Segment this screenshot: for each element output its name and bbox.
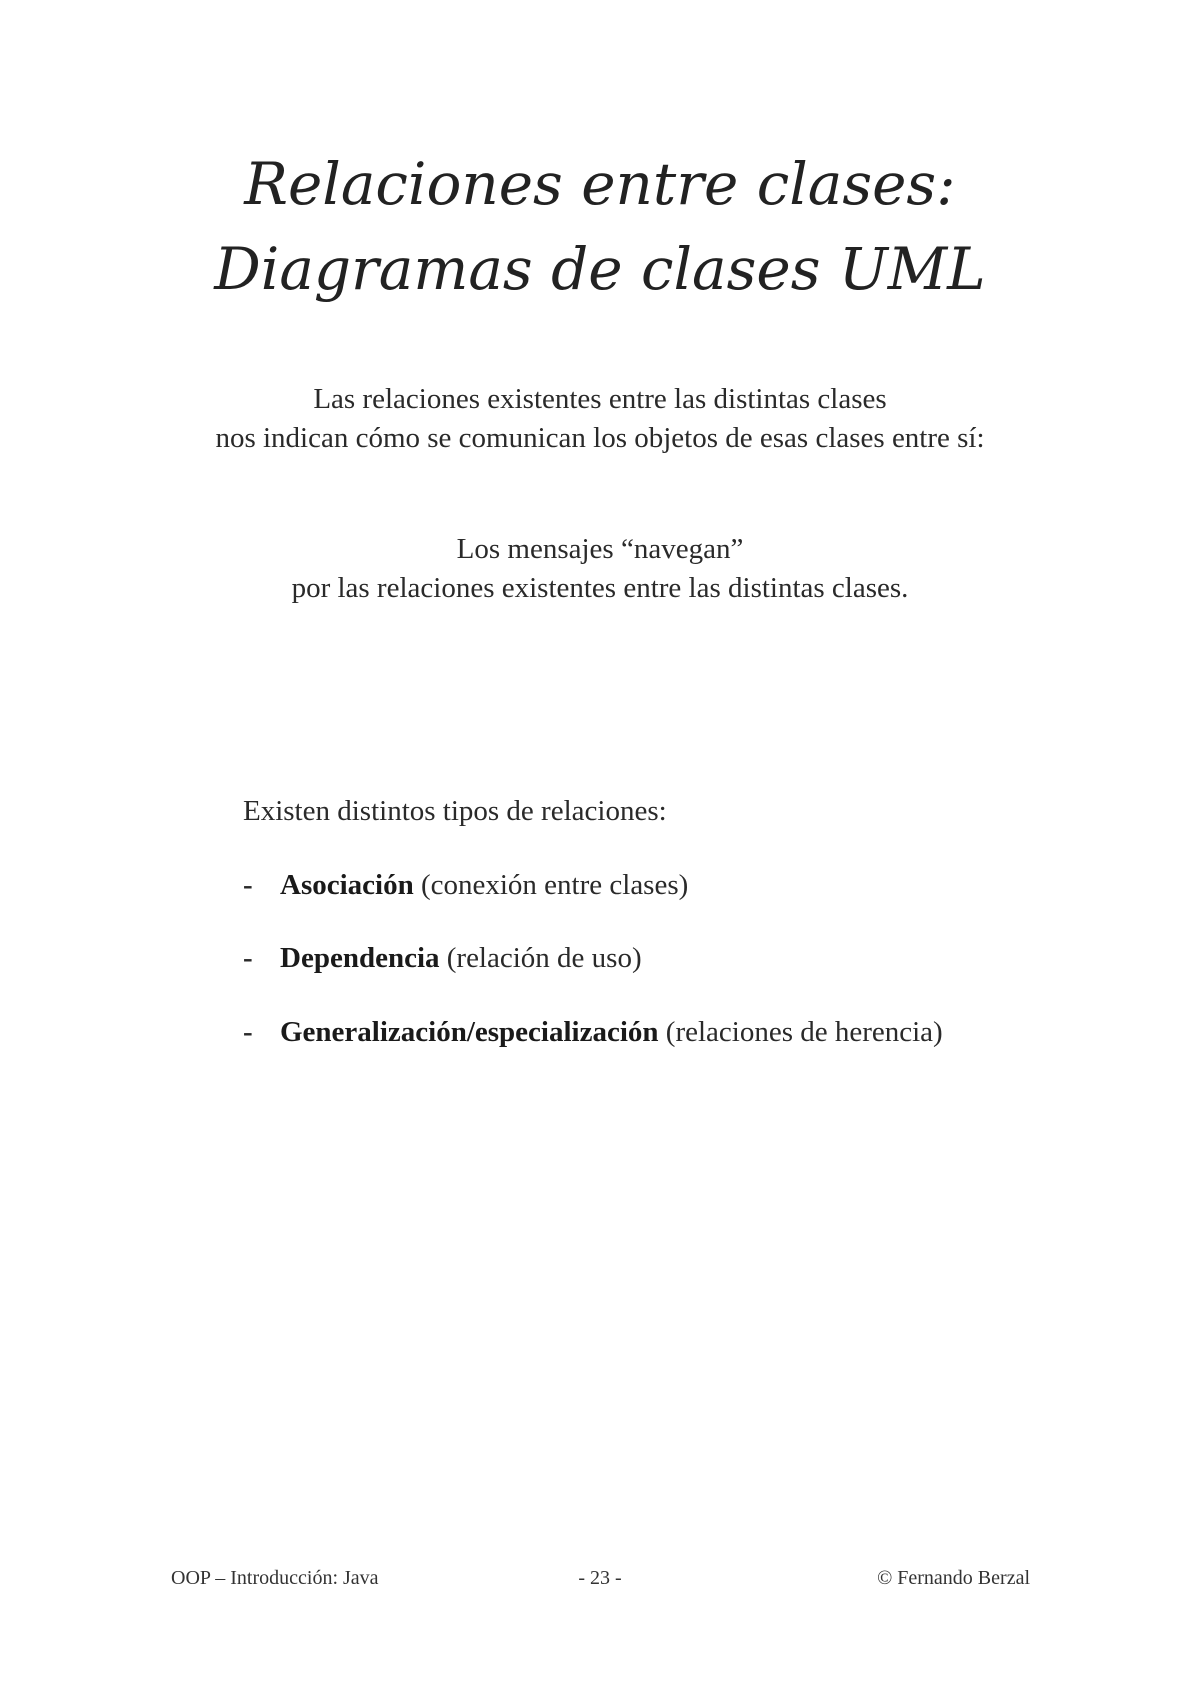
relation-type-term: Dependencia	[280, 942, 440, 974]
page-title-line-1: Relaciones entre clases:	[244, 150, 956, 218]
messages-text-line-2: por las relaciones existentes entre las distintas clases.	[291, 572, 909, 604]
relation-type-term: Generalización/especialización	[280, 1016, 659, 1048]
page-title-line-2: Diagramas de clases UML	[214, 235, 986, 303]
relation-type-item-asociacion	[243, 871, 688, 900]
footer-page-number: - 23 -	[578, 1567, 622, 1589]
relation-type-term: Asociación	[280, 869, 414, 901]
relation-type-item-dependencia	[243, 944, 642, 973]
intro-text-line-2: nos indican cómo se comunican los objetos de esas clases entre sí:	[215, 422, 985, 454]
list-dash: -	[243, 1016, 253, 1048]
relation-type-description: (conexión entre clases)	[413, 869, 689, 901]
relation-type-item-generalizacion	[243, 1018, 943, 1047]
intro-text-line-1: Las relaciones existentes entre las distintas clases	[313, 383, 887, 415]
relation-type-description: (relación de uso)	[439, 942, 642, 974]
list-dash: -	[243, 942, 253, 974]
messages-text-line-1: Los mensajes “navegan”	[456, 533, 744, 565]
footer-course-title: OOP – Introducción: Java	[171, 1567, 379, 1589]
list-dash: -	[243, 869, 253, 901]
relation-type-description: (relaciones de herencia)	[658, 1016, 943, 1048]
footer-copyright: © Fernando Berzal	[877, 1567, 1030, 1589]
relation-types-intro: Existen distintos tipos de relaciones:	[243, 795, 667, 827]
